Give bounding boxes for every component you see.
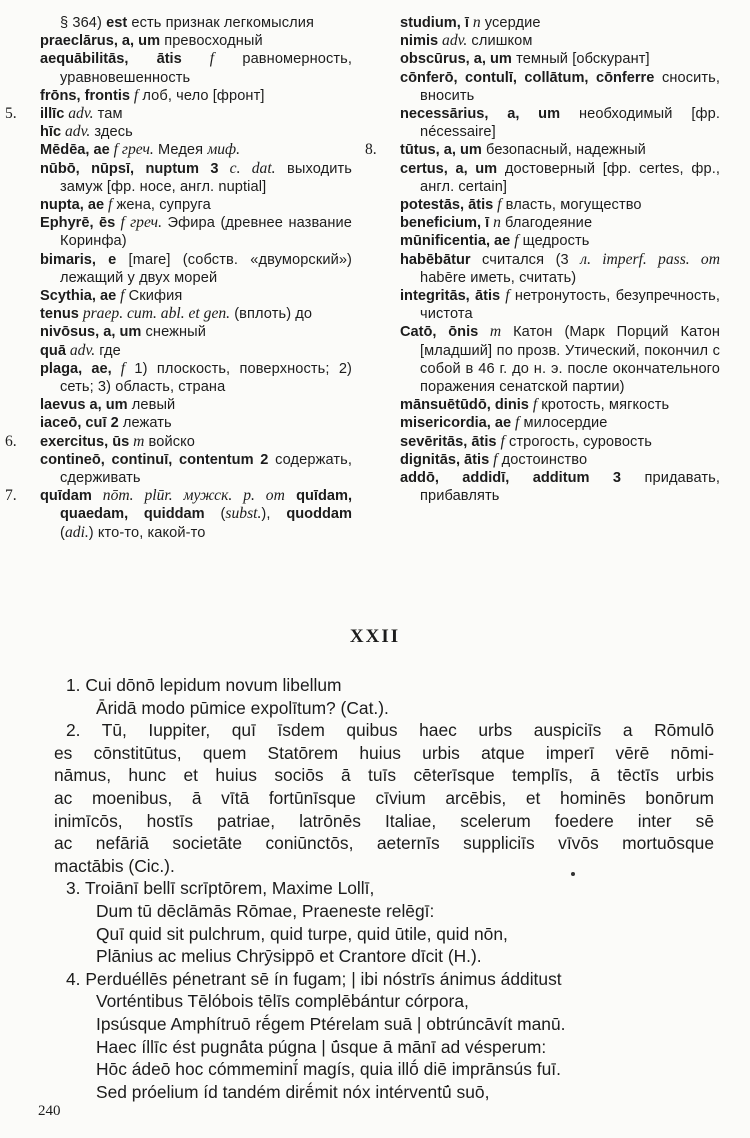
headword: aequābilitās, ātis xyxy=(40,51,182,68)
headword: exercitus, ūs xyxy=(40,433,130,450)
glossary-entry xyxy=(40,305,352,323)
latin-line: nāmus, hunc et huius sociōs ā tuīs cēterīsque templīs, ā tēctīs urbis xyxy=(54,765,714,786)
headword: quā xyxy=(40,342,66,359)
glossary-entry xyxy=(400,469,720,505)
glossary-entry xyxy=(40,414,352,432)
exercise-number: 8. xyxy=(365,141,377,159)
headword: bimaris, e xyxy=(40,251,117,268)
grammar-note: adi. xyxy=(64,523,89,541)
grammar-note: f xyxy=(510,232,519,250)
headword: quīdam, quaedam, quiddam xyxy=(60,488,353,523)
exercise-number: 7. xyxy=(5,487,17,505)
translation: снежный xyxy=(141,324,207,341)
glossary-entry xyxy=(400,14,720,32)
glossary-entry xyxy=(40,214,352,250)
translation: Эфира (древнее название Коринфа) xyxy=(60,215,352,250)
glossary-entry xyxy=(365,141,720,159)
glossary-entry xyxy=(40,87,352,105)
latin-line: ac nefāriā societāte coniūnctōs, aeternīs suppliciīs vīvōs mortuōsque xyxy=(54,833,714,854)
translation: строгость, суровость xyxy=(504,433,652,450)
translation: лежать xyxy=(118,415,172,432)
glossary-entry xyxy=(40,196,352,214)
headword: praeclārus, a, um xyxy=(40,33,161,50)
section-title: XXII xyxy=(349,626,401,647)
headword: nūbō, nūpsī, nuptum 3 xyxy=(40,160,219,177)
translation: придавать, прибавлять xyxy=(420,470,721,505)
grammar-note: f xyxy=(493,196,502,214)
headword: sevēritās, ātis xyxy=(400,433,497,450)
latin-line: Ipsúsque Amphítruō rḗgem Ptérelam suā | obtrúncāvít manū. xyxy=(96,1013,566,1034)
glossary-entry xyxy=(40,32,352,50)
translation: усердие xyxy=(480,15,541,31)
grammar-note: adv. xyxy=(438,32,468,50)
grammar-note: m xyxy=(129,432,145,450)
translation: ), xyxy=(261,506,287,523)
headword: studium, ī xyxy=(400,15,469,31)
translation: нетронутость, безупречность, чистота xyxy=(420,288,720,323)
headword: dignitās, ātis xyxy=(400,451,490,468)
latin-line: es cōnstitūtus, quem Statōrem huius urbis atque imperī vērē nōmi- xyxy=(54,742,714,763)
glossary-entry xyxy=(40,123,352,141)
headword: integritās, ātis xyxy=(400,288,501,305)
headword: nivōsus, a, um xyxy=(40,324,142,341)
grammar-note: f xyxy=(181,50,215,68)
grammar-note: adv. xyxy=(65,341,96,359)
grammar-note: f xyxy=(116,287,125,305)
translation: достоверный [фр. certes, фр., англ. certain] xyxy=(420,160,720,195)
glossary-entry xyxy=(400,323,720,396)
glossary-entry xyxy=(400,50,720,68)
glossary-entry xyxy=(40,160,352,196)
translation: жена, супруга xyxy=(112,197,211,214)
latin-line: 1. Cui dōnō lepidum novum libellum xyxy=(66,675,342,695)
grammar-note: f греч. xyxy=(109,141,154,159)
translation: левый xyxy=(127,397,176,414)
translation: безопасный, надежный xyxy=(481,142,646,159)
glossary-entry xyxy=(5,432,352,451)
headword: misericordia, ae xyxy=(400,415,512,432)
translation: 1) плоскость, поверхность; 2) сеть; 3) область, страна xyxy=(60,360,353,396)
headword: contineō, continuī, contentum 2 xyxy=(40,451,269,468)
grammar-note: n xyxy=(489,214,501,232)
grammar-note: f xyxy=(111,359,126,377)
print-speck xyxy=(571,872,575,876)
translation: лоб, чело [фронт] xyxy=(138,87,265,104)
translation: слишком xyxy=(467,33,533,50)
glossary-entry xyxy=(40,323,352,341)
headword: iaceō, cuī 2 xyxy=(40,415,119,432)
glossary-entry xyxy=(400,69,720,105)
translation: есть признак легкомыслия xyxy=(127,15,315,31)
grammar-note: л. imperf. pass. от xyxy=(580,250,720,268)
glossary-entry xyxy=(400,433,720,451)
translation: достоинство xyxy=(497,451,588,468)
grammar-note: f xyxy=(500,287,510,305)
glossary-entry xyxy=(400,414,720,432)
headword: Scythia, ae xyxy=(40,288,117,305)
translation: превосходный xyxy=(160,33,263,50)
translation: считался (3 xyxy=(470,251,581,268)
latin-line: 3. Troiānī bellī scrīptōrem, Maxime Lollī, xyxy=(66,878,375,899)
glossary-entry xyxy=(40,50,352,86)
headword: est xyxy=(106,15,128,31)
glossary-entry xyxy=(400,251,720,287)
translation: благодеяние xyxy=(500,215,593,232)
grammar-note: subst. xyxy=(225,505,262,523)
glossary-entry xyxy=(400,160,720,196)
headword: hīc xyxy=(40,124,62,141)
translation: равномерность, уравновешенность xyxy=(60,51,353,86)
headword: tūtus, a, um xyxy=(400,142,482,159)
glossary-entry xyxy=(40,251,352,287)
grammar-note: m xyxy=(478,323,502,341)
grammar-note: f xyxy=(104,196,113,214)
glossary-entry xyxy=(40,342,352,360)
latin-line: Vorténtibus Tēlóbois tēlīs complēbántur córpora, xyxy=(96,991,469,1012)
grammar-note: n xyxy=(468,14,481,31)
headword: illīc xyxy=(40,106,65,123)
headword: tenus xyxy=(40,306,79,323)
latin-line: Plānius ac melius Chrȳsippō et Crantore dīcit (H.). xyxy=(96,946,482,967)
translation: щедрость xyxy=(518,233,590,250)
grammar-note: f xyxy=(130,86,139,104)
translation: сносить, вносить xyxy=(420,69,721,104)
translation: (вплоть) до xyxy=(230,306,313,323)
headword: frōns, frontis xyxy=(40,87,130,104)
headword: nimis xyxy=(400,33,439,50)
grammar-note: praep. cum. abl. et gen. xyxy=(78,305,231,323)
glossary-entry xyxy=(40,396,352,414)
headword: potestās, ātis xyxy=(400,197,494,214)
latin-line: 2. Tū, Iuppiter, quī īsdem quibus haec urbs auspiciīs a Rōmulō xyxy=(66,720,714,741)
glossary-entry xyxy=(400,451,720,469)
translation: темный [обскурант] xyxy=(511,51,650,68)
headword: plaga, ae, xyxy=(40,360,112,377)
headword: quīdam xyxy=(40,488,92,505)
translation: Катон (Марк Порций Катон [младший] по прозв. Утический, покончил с собой в 46 г. до н. э. после окончательного поражения сенатской партии) xyxy=(420,324,721,396)
headword: cōnferō, contulī, collātum, cōnferre xyxy=(400,69,655,86)
grammar-note: f xyxy=(528,396,538,414)
headword: certus, a, um xyxy=(400,160,498,177)
grammar-note: f xyxy=(511,414,520,432)
grammar-note: c. dat. xyxy=(218,159,276,177)
translation: там xyxy=(93,106,123,123)
translation: здесь xyxy=(90,124,133,141)
page-number: 240 xyxy=(38,1103,61,1119)
translation: где xyxy=(95,342,121,359)
headword: mūnificentia, ae xyxy=(400,233,511,250)
headword: habēbātur xyxy=(400,251,471,268)
grammar-note: adv. xyxy=(61,123,91,141)
exercise-number: 5. xyxy=(5,105,17,123)
glossary-entry xyxy=(40,360,352,396)
latin-line: 4. Perduéllēs pénetrant sē ín fugam; | ibi nóstrīs ánimus ádditust xyxy=(66,968,562,989)
translation: § 364) xyxy=(60,15,107,31)
translation: ( xyxy=(204,506,226,523)
headword: Catō, ōnis xyxy=(400,324,479,341)
headword: nupta, ae xyxy=(40,197,105,214)
latin-passages xyxy=(54,674,714,1103)
headword: obscūrus, a, um xyxy=(400,51,512,68)
glossary-entry xyxy=(5,105,352,123)
grammar-note: f xyxy=(496,432,505,450)
glossary-right-column xyxy=(365,14,721,505)
grammar-note: f греч. xyxy=(115,214,163,232)
glossary-entry xyxy=(40,451,352,487)
headword: necessārius, a, um xyxy=(400,106,561,123)
translation: выходить замуж [фр. носе, англ. nuptial] xyxy=(60,160,352,195)
glossary-entry xyxy=(400,196,720,214)
translation xyxy=(285,488,296,504)
translation: Скифия xyxy=(124,288,183,305)
glossary-entry xyxy=(400,214,720,232)
exercise-number: 6. xyxy=(5,432,17,450)
latin-line: Hōc ádeō hoc cómmeminī́ magís, quia illṓ diē imprānsús fuī. xyxy=(96,1059,561,1080)
grammar-note: f xyxy=(489,450,498,468)
latin-line: ac moenibus, ā vītā fortūnīsque cīvium arcēbis, et hominēs bonōrum xyxy=(54,787,714,808)
latin-line: Dum tū dēclāmās Rōmae, Praeneste relēgī: xyxy=(96,900,435,921)
translation: войско xyxy=(144,433,195,450)
grammar-note: adv. xyxy=(64,105,94,123)
glossary-entry xyxy=(40,14,352,32)
grammar-note: nōm. plūr. мужск. р. от xyxy=(91,487,285,505)
translation: власть, могущество xyxy=(501,197,642,214)
translation: Медея xyxy=(153,142,208,159)
glossary-entry xyxy=(400,232,720,250)
latin-line: Haec íllīc ést pugnā́ta púgna | ū́sque ā mānī ad vésperum: xyxy=(96,1036,547,1057)
translation: необходимый [фр. nécessaire] xyxy=(420,106,720,141)
headword: addō, addidī, additum 3 xyxy=(400,470,621,487)
latin-line: mactābis (Cic.). xyxy=(54,855,175,876)
headword: Mēdēa, ae xyxy=(40,142,110,159)
translation: кротость, мягкость xyxy=(537,397,670,414)
headword: quoddam xyxy=(286,506,352,523)
grammar-note: миф. xyxy=(207,141,241,159)
headword: mānsuētūdō, dinis xyxy=(400,397,529,414)
latin-line: inimīcōs, hostīs patriae, latrōnēs Italiae, scelerum foedere inter sē xyxy=(54,810,714,831)
headword: laevus a, um xyxy=(40,397,128,414)
glossary-left-column xyxy=(5,14,353,542)
glossary-entry xyxy=(400,32,720,50)
translation: милосердие xyxy=(519,415,608,432)
glossary-entry xyxy=(400,287,720,323)
glossary-entry xyxy=(400,105,720,141)
glossary-entry xyxy=(40,287,352,305)
glossary-entry xyxy=(5,487,353,542)
glossary-entry xyxy=(400,396,720,414)
latin-line: Āridā modo pūmice expolītum? (Cat.). xyxy=(96,697,389,718)
translation: habēre иметь, считать) xyxy=(420,269,577,286)
headword: Ephyrē, ēs xyxy=(40,215,116,232)
translation: ( xyxy=(60,524,65,541)
translation: ) кто-то, какой-то xyxy=(88,524,206,541)
latin-line: Sed próelium íd tandém dirḗmit nóx intérventū́ suō, xyxy=(96,1081,490,1102)
glossary-entry xyxy=(40,141,352,159)
translation: содержать, сдерживать xyxy=(60,451,353,487)
headword: beneficium, ī xyxy=(400,215,490,232)
latin-line: Quī quid sit pulchrum, quid turpe, quid ūtile, quid nōn, xyxy=(96,923,508,944)
translation: [mare] (собств. «двуморский») лежащий у двух морей xyxy=(60,251,352,286)
